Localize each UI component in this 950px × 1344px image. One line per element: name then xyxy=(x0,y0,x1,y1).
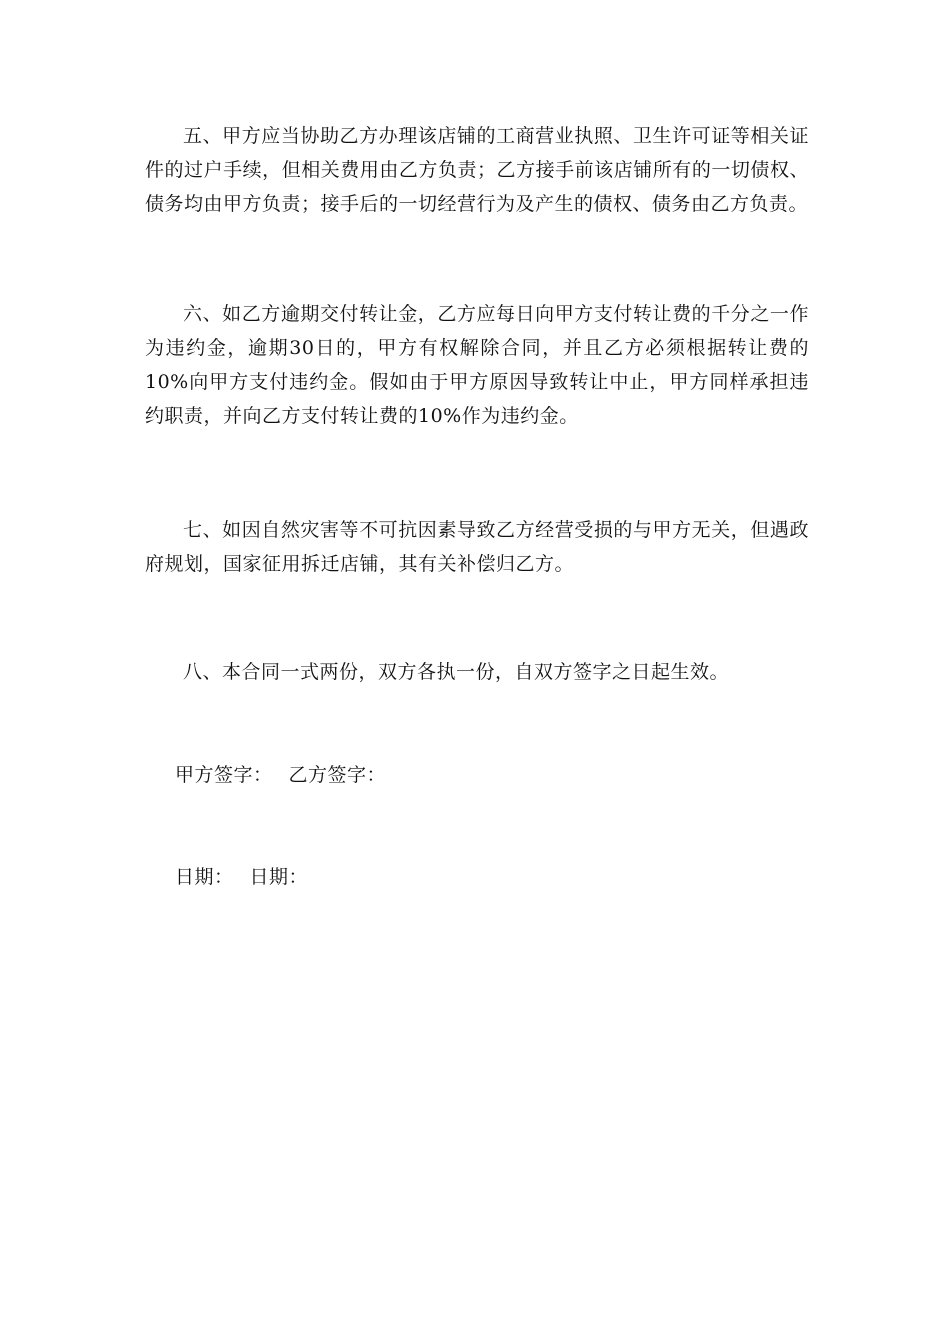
clause-six: 六、如乙方逾期交付转让金，乙方应每日向甲方支付转让费的千分之一作为违约金，逾期30日的，甲方有权解除合同，并且乙方必须根据转让费的10%向甲方支付违约金。假如由于甲方原因导致转让中止，甲方同样承担违约职责，并向乙方支付转让费的10%作为违约金。 xyxy=(145,303,809,427)
party-b-date-label: 日期： xyxy=(249,866,309,888)
clause-seven: 七、如因自然灾害等不可抗因素导致乙方经营受损的与甲方无关，但遇政府规划，国家征用拆迁店铺，其有关补偿归乙方。 xyxy=(145,519,809,575)
clause-eight: 八、本合同一式两份，双方各执一份，自双方签字之日起生效。 xyxy=(183,661,730,683)
signature-row xyxy=(175,758,839,792)
clause-five: 五、甲方应当协助乙方办理该店铺的工商营业执照、卫生许可证等相关证件的过户手续，但相关费用由乙方负责；乙方接手前该店铺所有的一切债权、债务均由甲方负责；接手后的一切经营行为及产生的债权、债务由乙方负责。 xyxy=(145,125,809,215)
party-a-signature-label: 甲方签字： xyxy=(175,764,273,786)
date-row xyxy=(175,860,839,894)
party-b-signature-label: 乙方签字： xyxy=(288,764,387,786)
party-a-date-label: 日期： xyxy=(175,866,234,888)
